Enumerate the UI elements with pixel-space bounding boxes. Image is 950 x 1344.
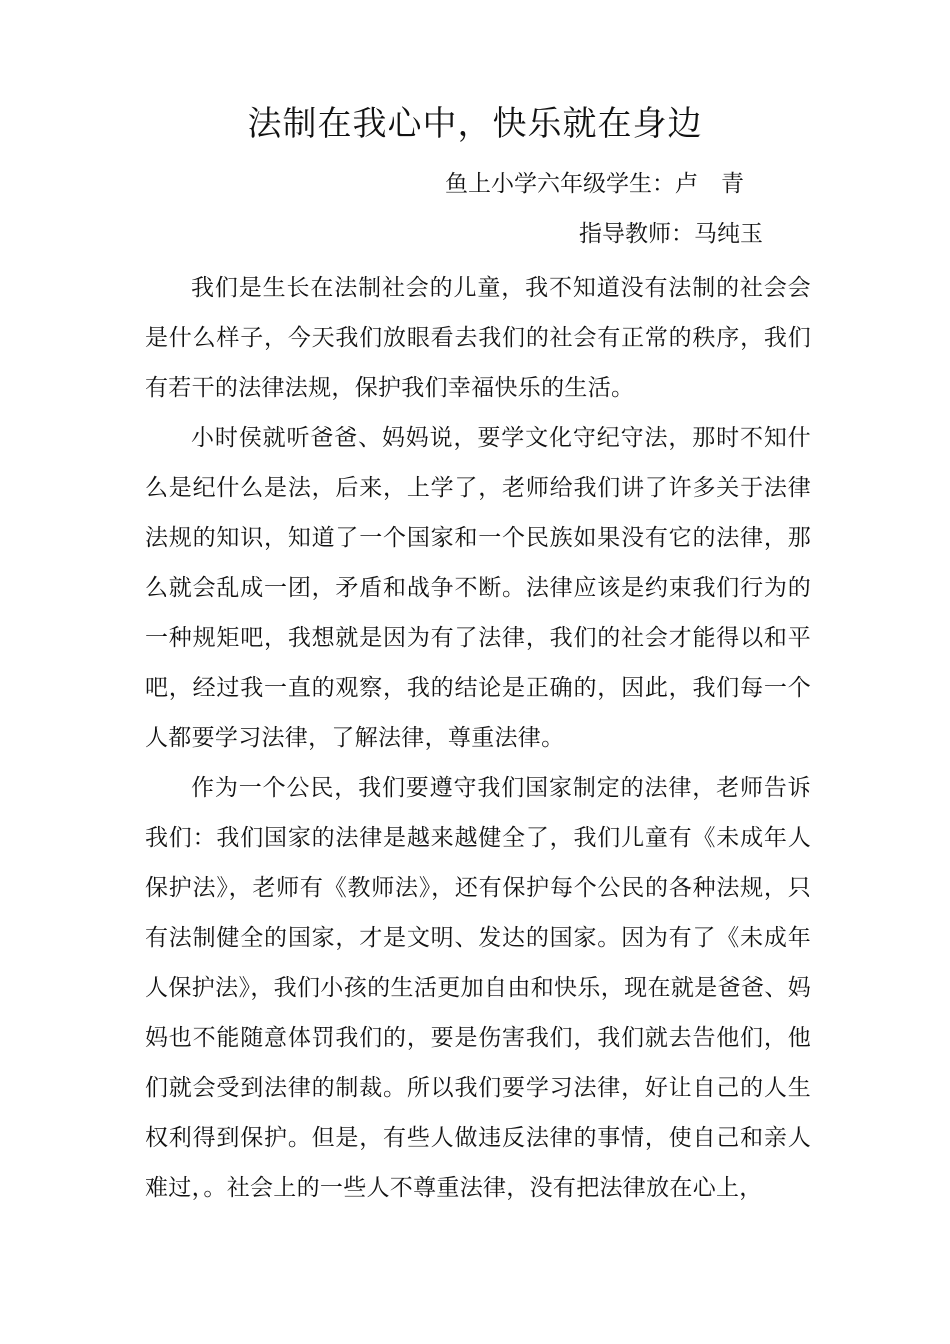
- document-title: 法制在我心中，快乐就在身边: [247, 104, 703, 144]
- paragraph: 我们是生长在法制社会的儿童，我不知道没有法制的社会会是什么样子，今天我们放眼看去我们的社会有正常的秩序，我们有若干的法律法规，保护我们幸福快乐的生活。: [145, 275, 811, 401]
- teacher-line: 指导教师：马纯玉: [579, 221, 763, 247]
- document-body: [145, 263, 811, 1213]
- paragraph: 作为一个公民，我们要遵守我们国家制定的法律，老师告诉我们：我们国家的法律是越来越健全了，我们儿童有《未成年人保护法》，老师有《教师法》，还有保护每个公民的各种法规，只有法制健全的国家，才是文明、发达的国家。因为有了《未成年人保护法》，我们小孩的生活更加自由和快乐，现在就是爸爸、妈妈也不能随意体罚我们的，要是伤害我们，我们就去告他们，他们就会受到法律的制裁。所以我们要学习法律，好让自己的人生权利得到保护。但是，有些人做违反法律的事情，使自己和亲人难过，。社会上的一些人不尊重法律，没有把法律放在心上，: [145, 775, 811, 1201]
- paragraph: 小时侯就听爸爸、妈妈说，要学文化守纪守法，那时不知什么是纪什么是法，后来，上学了，老师给我们讲了许多关于法律法规的知识，知道了一个国家和一个民族如果没有它的法律，那么就会乱成一团，矛盾和战争不断。法律应该是约束我们行为的一种规矩吧，我想就是因为有了法律，我们的社会才能得以和平吧，经过我一直的观察，我的结论是正确的，因此，我们每一个人都要学习法律，了解法律，尊重法律。: [145, 425, 811, 751]
- author-line: 鱼上小学六年级学生：卢 青: [445, 171, 744, 197]
